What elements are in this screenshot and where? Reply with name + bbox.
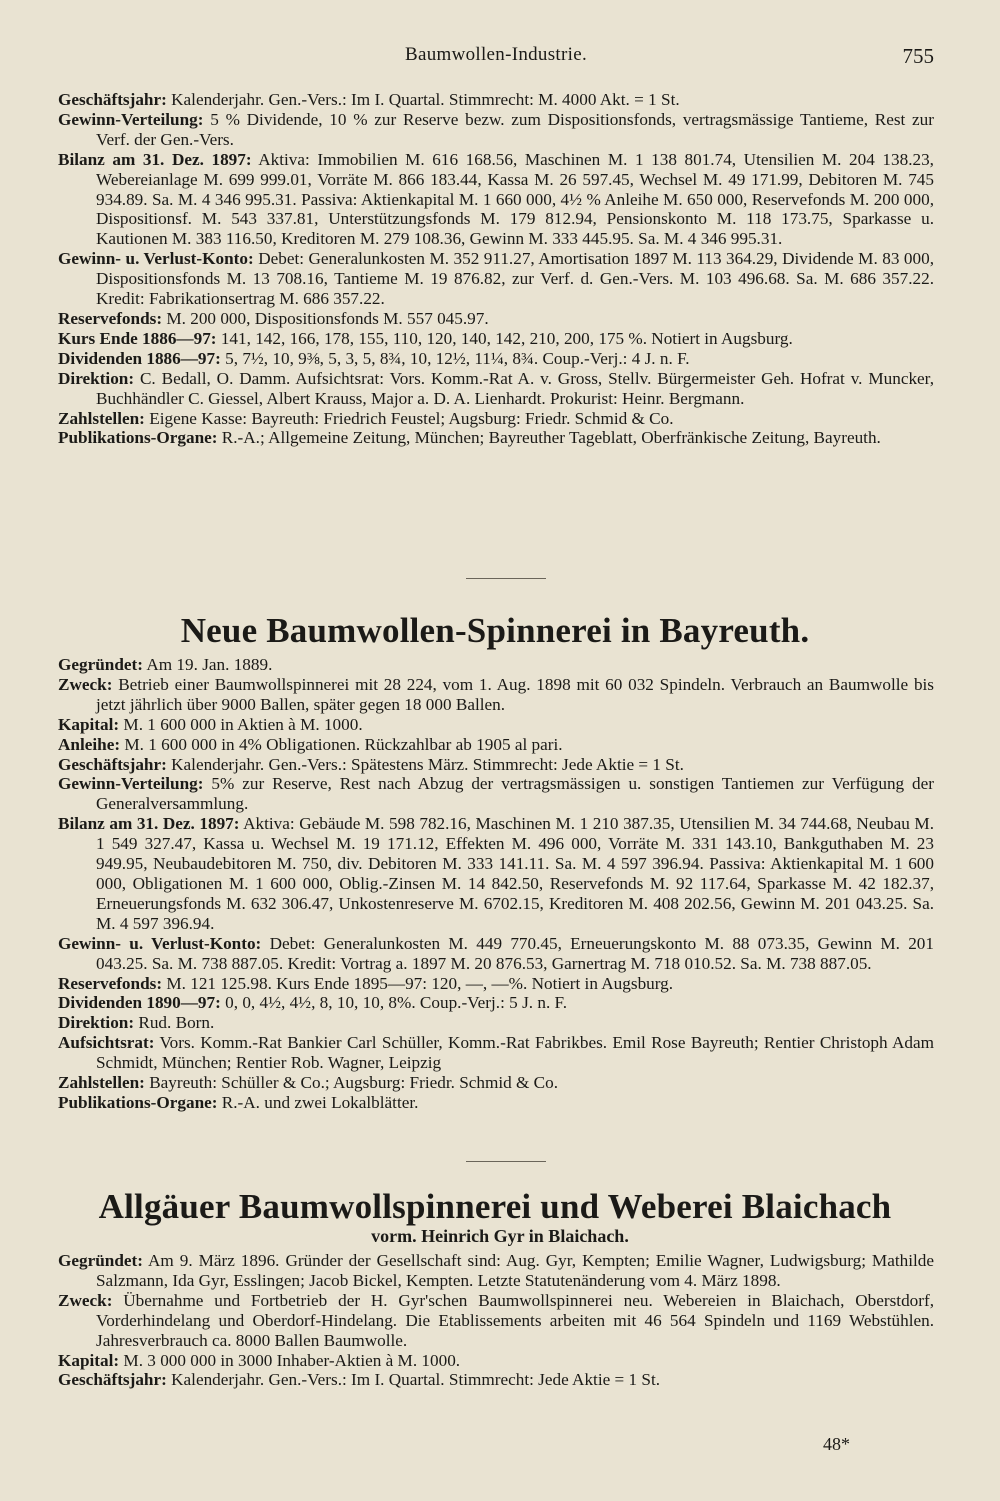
entry-direktion [58, 369, 934, 409]
entry-reservefonds [58, 309, 934, 329]
entry-label: Kapital: [58, 714, 120, 734]
entry-bilanz [58, 814, 934, 933]
entry-label: Geschäftsjahr: [58, 754, 167, 774]
entry-text: R.-A. und zwei Lokalblätter. [221, 1092, 419, 1112]
entry-zahlstellen [58, 409, 934, 429]
entry-dividenden [58, 993, 934, 1013]
entry-reservefonds [58, 974, 934, 994]
page-number: 755 [902, 44, 934, 68]
entry-text: Aktiva: Gebäude M. 598 782.16, Maschinen M. 1 210 387.35, Utensilien M. 34 744.68, Neubau M. 1 549 327.47, Kassa u. Wechsel M. 19 171.12, Effekten M. 496 000, Vorräte M. 331 143.10, Bankguthaben M. 23 949.95, Neubaudebitoren M. 750, div. Debitoren M. 333 141.11. Sa. M. 4 597 396.94. Passiva: Aktienkapital M. 1 600 000, Obligationen M. 1 600 000, Oblig.-Zinsen M. 14 842.50, Reservefonds M. 92 117.64, Sparkasse M. 42 182.37, Erneuerungsfonds M. 632 306.47, Unkostenreserve M. 6702.15, Kreditoren M. 408 202.56, Gewinn M. 201 043.25. Sa. M. 4 597 396.94. [96, 814, 934, 933]
entry-gewinn-verteilung [58, 774, 934, 814]
entry-label: Dividenden 1886—97: [58, 348, 221, 368]
entry-label: Gewinn-Verteilung: [58, 774, 204, 794]
company-title: Allgäuer Baumwollspinnerei und Weberei Blaichach [98, 1187, 892, 1226]
entry-dividenden [58, 349, 934, 369]
entry-label: Geschäftsjahr: [58, 1370, 167, 1390]
entry-text: Eigene Kasse: Bayreuth: Friedrich Feustel; Augsburg: Friedr. Schmid & Co. [149, 408, 674, 428]
entry-zweck [58, 675, 934, 715]
entry-label: Kapital: [58, 1350, 120, 1370]
entry-label: Dividenden 1890—97: [58, 993, 221, 1013]
entry-text: Vors. Komm.-Rat Bankier Carl Schüller, Komm.-Rat Fabrikbes. Emil Rose Bayreuth; Rentier Christoph Adam Schmidt, München; Rentier Rob. Wagner, Leipzig [96, 1033, 934, 1073]
entry-label: Kurs Ende 1886—97: [58, 328, 217, 348]
entry-zahlstellen [58, 1073, 934, 1093]
entry-text: C. Bedall, O. Damm. Aufsichtsrat: Vors. Komm.-Rat A. v. Gross, Stellv. Bürgermeister Geh. Hofrat v. Muncker, Buchhändler C. Giessel, Albert Krauss, Major a. D. A. Lienhardt. Prokurist: Heinr. Bergmann. [96, 368, 935, 408]
entry-label: Direktion: [58, 368, 135, 388]
entry-label: Publikations-Organe: [58, 428, 218, 448]
signature-mark: 48* [823, 1434, 850, 1454]
entry-text: Übernahme und Fortbetrieb der H. Gyr'schen Baumwollspinnerei neu. Webereien in Blaichach, Oberstdorf, Vorderhindelang und Oberdorf-Hindelang. Die Etablissements arbeiten mit 46 564 Spindeln und 1169 Webstühlen. Jahresverbrauch ca. 8000 Ballen Baumwolle. [96, 1290, 934, 1350]
company-title: Neue Baumwollen-Spinnerei in Bayreuth. [180, 611, 810, 650]
entry-label: Reservefonds: [58, 308, 163, 328]
entry-label: Bilanz am 31. Dez. 1897: [58, 814, 240, 834]
entry-geschaeftsjahr [58, 1370, 934, 1390]
entry-text: M. 1 600 000 in 4% Obligationen. Rückzahlbar ab 1905 al pari. [124, 734, 563, 754]
entry-label: Geschäftsjahr: [58, 90, 167, 109]
entry-text: 141, 142, 166, 178, 155, 110, 120, 140, 142, 210, 200, 175 %. Notiert in Augsburg. [220, 328, 793, 348]
entry-text: 5, 7½, 10, 9⅜, 5, 3, 5, 8¾, 10, 12½, 11¼, 8¾. Coup.-Verj.: 4 J. n. F. [225, 348, 690, 368]
entry-label: Zahlstellen: [58, 408, 145, 428]
entry-text: Debet: Generalunkosten M. 449 770.45, Erneuerungskonto M. 88 073.35, Gewinn M. 201 043.25. Sa. M. 738 887.05. Kredit: Vortrag a. 1897 M. 20 876.53, Garnertrag M. 718 010.52. Sa. M. 738 887.05. [96, 933, 934, 973]
entry-label: Direktion: [58, 1013, 135, 1033]
section-divider [466, 1161, 546, 1162]
entry-text: 0, 0, 4½, 4½, 8, 10, 10, 8%. Coup.-Verj.: 5 J. n. F. [225, 993, 568, 1013]
company-entry-bayreuth [58, 655, 934, 1113]
entry-label: Bilanz am 31. Dez. 1897: [58, 149, 252, 169]
entry-label: Anleihe: [58, 734, 121, 754]
entry-text: M. 200 000, Dispositionsfonds M. 557 045.97. [166, 308, 489, 328]
entry-kapital [58, 1351, 934, 1371]
page-header [58, 44, 934, 72]
entry-text: Betrieb einer Baumwollspinnerei mit 28 224, vom 1. Aug. 1898 mit 60 032 Spindeln. Verbrauch an Baumwolle bis jetzt jährlich über 9000 Ballen, später gegen 18 000 Ballen. [96, 674, 935, 714]
entry-kapital [58, 715, 934, 735]
entry-label: Gewinn- u. Verlust-Konto: [58, 249, 254, 269]
entry-text: M. 121 125.98. Kurs Ende 1895—97: 120, —, —%. Notiert in Augsburg. [166, 973, 674, 993]
entry-aufsichtsrat [58, 1033, 934, 1073]
entry-text: Bayreuth: Schüller & Co.; Augsburg: Friedr. Schmid & Co. [149, 1073, 559, 1093]
entry-zweck [58, 1291, 934, 1351]
entry-text: M. 1 600 000 in Aktien à M. 1000. [123, 714, 363, 734]
entry-text: 5% zur Reserve, Rest nach Abzug der vertragsmässigen u. sonstigen Tantiemen zur Verfügung der Generalversammlung. [96, 774, 935, 814]
entry-label: Gewinn-Verteilung: [58, 109, 204, 129]
entry-label: Zweck: [58, 674, 113, 694]
entry-kurs [58, 329, 934, 349]
entry-text: Am 9. März 1896. Gründer der Gesellschaft sind: Aug. Gyr, Kempten; Emilie Wagner, Ludwigsburg; Mathilde Salzmann, Ida Gyr, Esslingen; Jacob Bickel, Kempten. Letzte Statutenänderung vom 4. März 1898. [96, 1251, 934, 1290]
section-divider [466, 578, 546, 579]
entry-label: Zweck: [58, 1290, 113, 1310]
entry-publikations-organe [58, 1093, 934, 1113]
entry-gewinn-verlust-konto [58, 249, 934, 309]
entry-text: M. 3 000 000 in 3000 Inhaber-Aktien à M. 1000. [123, 1350, 461, 1370]
running-title: Baumwollen-Industrie. [404, 44, 587, 65]
entry-label: Aufsichtsrat: [58, 1033, 155, 1053]
entry-gegruendet [58, 1251, 934, 1291]
entry-label: Publikations-Organe: [58, 1092, 218, 1112]
entry-text: Rud. Born. [138, 1013, 215, 1033]
entry-text: 5 % Dividende, 10 % zur Reserve bezw. zum Dispositionsfonds, vertragsmässige Tantieme, Rest zur Verf. der Gen.-Vers. [96, 109, 935, 149]
entry-anleihe [58, 735, 934, 755]
entry-text: Kalenderjahr. Gen.-Vers.: Im I. Quartal. Stimmrecht: Jede Aktie = 1 St. [171, 1370, 661, 1390]
entry-text: Am 19. Jan. 1889. [146, 655, 273, 674]
entry-text: Debet: Generalunkosten M. 352 911.27, Amortisation 1897 M. 113 364.29, Dividende M. 83 000, Dispositionsfonds M. 13 708.16, Tantieme M. 19 876.82, zur Verf. d. Gen.-Vers. M. 103 496.68. Sa. M. 686 357.22. Kredit: Fabrikationsertrag M. 686 357.22. [96, 249, 935, 309]
entry-label: Reservefonds: [58, 973, 163, 993]
section-continued-entry [58, 90, 934, 448]
entry-label: Gewinn- u. Verlust-Konto: [58, 933, 262, 953]
entry-label: Zahlstellen: [58, 1073, 145, 1093]
entry-text: Kalenderjahr. Gen.-Vers.: Spätestens März. Stimmrecht: Jede Aktie = 1 St. [171, 754, 684, 774]
entry-text: Aktiva: Immobilien M. 616 168.56, Maschinen M. 1 138 801.74, Utensilien M. 204 138.23, Webereianlage M. 699 999.01, Vorräte M. 866 183.44, Kassa M. 26 597.45, Wechsel M. 49 171.99, Debitoren M. 745 934.89. Sa. M. 4 346 995.31. Passiva: Aktienkapital M. 1 660 000, 4½ % Anleihe M. 650 000, Reservefonds M. 200 000, Dispositionsf. M. 543 337.81, Unterstützungsfonds M. 179 812.94, Pensionskonto M. 118 173.75, Sparkasse u. Kautionen M. 383 116.50, Kreditoren M. 279 108.36, Gewinn M. 333 445.95. Sa. M. 4 346 995.31. [96, 149, 934, 249]
company-subtitle: vorm. Heinrich Gyr in Blaichach. [371, 1226, 629, 1246]
entry-geschaeftsjahr [58, 90, 934, 110]
entry-publikations-organe [58, 428, 934, 448]
entry-gewinn-verteilung [58, 110, 934, 150]
entry-direktion [58, 1013, 934, 1033]
entry-text: R.-A.; Allgemeine Zeitung, München; Bayreuther Tageblatt, Oberfränkische Zeitung, Bayreuth. [221, 428, 881, 448]
entry-text: Kalenderjahr. Gen.-Vers.: Im I. Quartal. Stimmrecht: M. 4000 Akt. = 1 St. [171, 90, 680, 109]
entry-label: Gegründet: [58, 655, 143, 674]
entry-geschaeftsjahr [58, 755, 934, 775]
company-entry-blaichach [58, 1251, 934, 1390]
entry-label: Gegründet: [58, 1251, 143, 1270]
entry-gegruendet [58, 655, 934, 675]
entry-bilanz [58, 150, 934, 250]
entry-gewinn-verlust-konto [58, 934, 934, 974]
